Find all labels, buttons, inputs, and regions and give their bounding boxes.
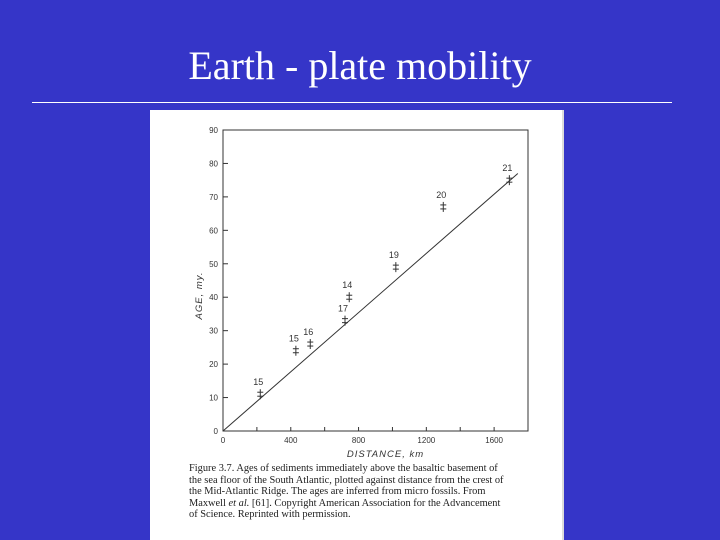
y-tick-label: 30: [209, 326, 218, 336]
y-tick-label: 90: [209, 126, 218, 135]
caption-line-1: Figure 3.7. Ages of sediments immediately above the basaltic basement of: [189, 463, 498, 474]
x-tick-label: 400: [284, 436, 298, 445]
data-point-label: 17: [337, 303, 349, 314]
data-point-label: 15: [288, 333, 299, 344]
title-divider: [32, 102, 672, 103]
age-distance-chart: [150, 110, 564, 460]
data-point-label: 14: [342, 280, 353, 291]
data-point-label: 15: [253, 377, 264, 388]
data-point-label: 16: [303, 327, 314, 338]
figure-caption: [189, 463, 555, 521]
data-point-label: 21: [502, 163, 513, 174]
caption-line-4a: Maxwell: [189, 497, 229, 509]
x-tick-label: 800: [351, 436, 366, 445]
y-tick-label: 60: [209, 226, 218, 236]
y-tick-label: 80: [209, 159, 218, 169]
x-tick-label: 1200: [417, 436, 436, 445]
x-tick-label: 0: [220, 436, 226, 445]
plot-frame: [223, 130, 528, 431]
y-tick-label: 10: [209, 393, 218, 403]
figure-scan: [150, 110, 564, 540]
y-tick-label: 20: [209, 360, 218, 370]
x-tick-label: 1600: [485, 436, 504, 445]
x-axis-title: DISTANCE, km: [346, 449, 425, 460]
caption-line-4c: [61]. Copyright American Association for the Advancement: [249, 497, 501, 509]
slide-title: Earth - plate mobility: [188, 43, 532, 88]
data-point-label: 19: [388, 250, 399, 261]
y-axis-title: AGE, my.: [194, 271, 205, 320]
caption-line-2: the sea floor of the South Atlantic, plotted against distance from the crest of: [189, 474, 504, 486]
y-tick-label: 0: [213, 427, 218, 436]
y-tick-label: 40: [209, 293, 218, 303]
caption-line-4b: et al.: [228, 497, 250, 509]
caption-line-5: of Science. Reprinted with permission.: [189, 509, 351, 521]
fit-line: [223, 173, 518, 431]
y-tick-label: 50: [209, 259, 218, 269]
caption-line-3: the Mid-Atlantic Ridge. The ages are inferred from micro fossils. From: [189, 486, 486, 498]
y-tick-label: 70: [209, 192, 218, 202]
data-point-label: 20: [436, 189, 447, 200]
